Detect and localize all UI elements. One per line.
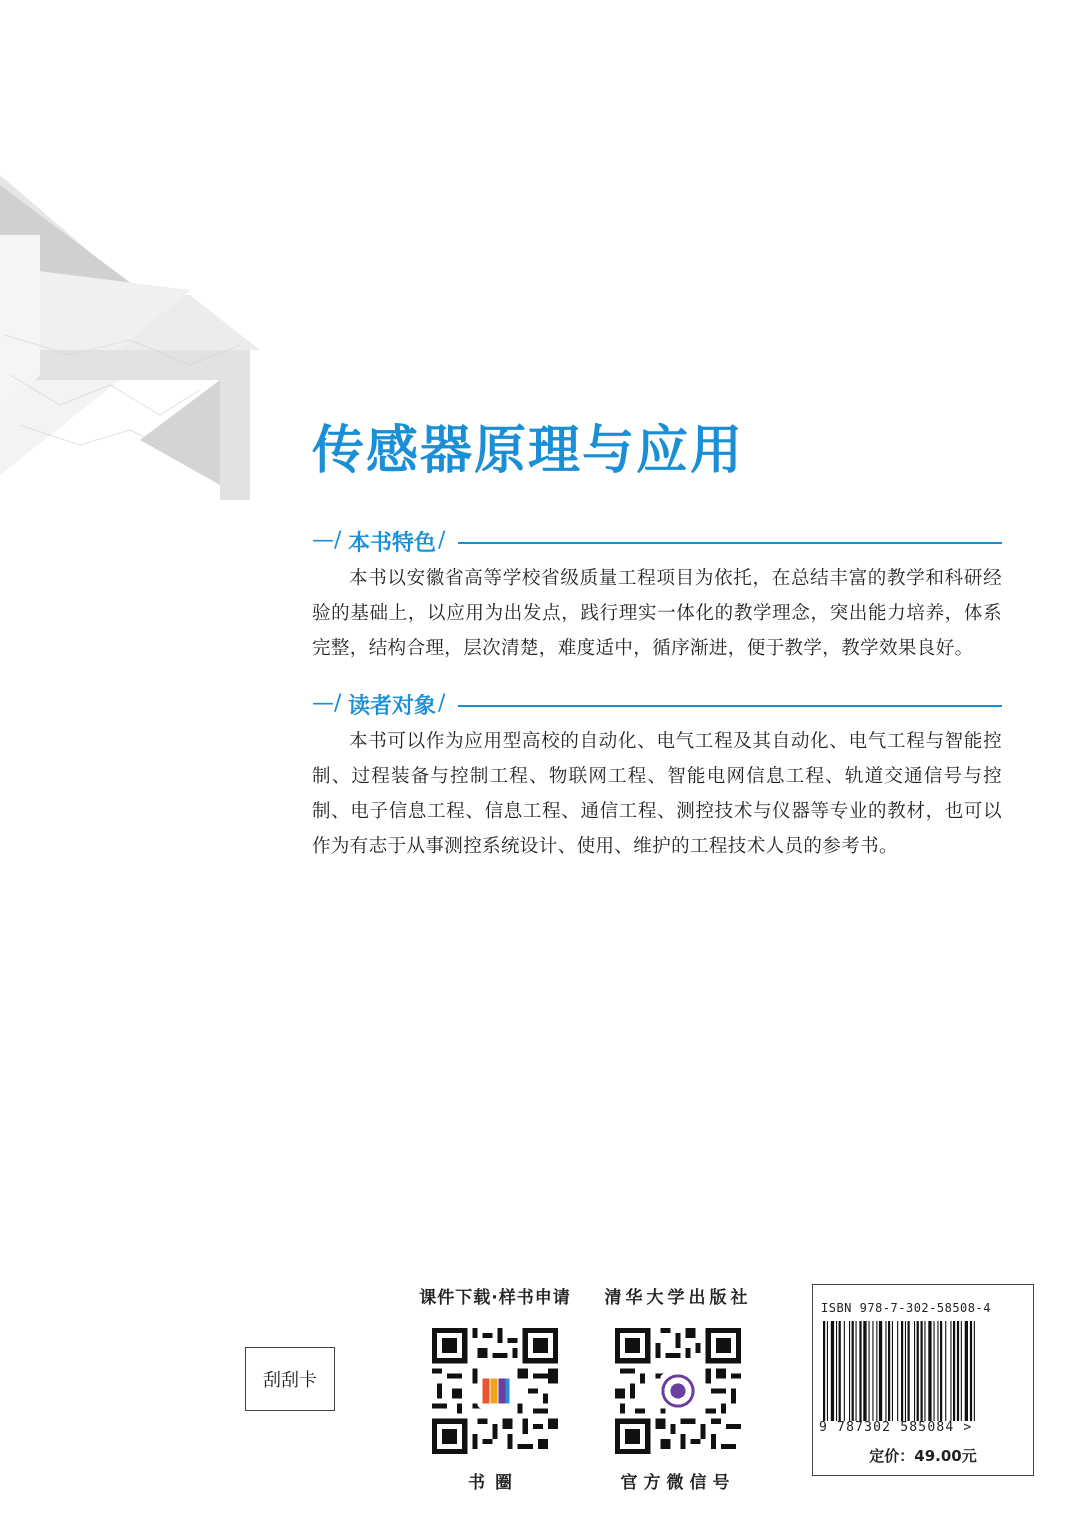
- barcode-bar: [921, 1321, 923, 1421]
- barcode-bar: [905, 1321, 906, 1421]
- barcode-bar: [888, 1321, 890, 1421]
- qr-caption-bottom: 书圈: [468, 1473, 522, 1493]
- barcode-bar: [869, 1321, 870, 1421]
- barcode-bar: [831, 1321, 834, 1421]
- barcode-bar: [953, 1321, 955, 1421]
- barcode-bar: [945, 1321, 946, 1421]
- barcode-bar: [934, 1321, 935, 1421]
- barcode-bar: [970, 1321, 972, 1421]
- barcode-bar: [901, 1321, 903, 1421]
- geometric-decoration: [0, 175, 260, 515]
- barcode-icon: [821, 1321, 1021, 1421]
- features-header: [312, 522, 1002, 562]
- qr-caption-top: 清华大学出版社: [604, 1288, 752, 1308]
- barcode-bar: [872, 1321, 873, 1421]
- qr-caption-top: 课件下载·样书申请: [419, 1288, 571, 1308]
- readers-heading: 读者对象: [348, 694, 437, 719]
- barcode-bar: [859, 1321, 861, 1421]
- barcode-bar: [914, 1321, 915, 1421]
- barcode-bar: [844, 1321, 845, 1421]
- qr-code-icon[interactable]: [615, 1328, 741, 1454]
- barcode-bar: [950, 1321, 951, 1421]
- barcode-bar: [892, 1321, 893, 1421]
- barcode-bar: [957, 1321, 959, 1421]
- divider-line: [458, 542, 1002, 544]
- barcode-bar: [863, 1321, 866, 1421]
- qr-caption-bottom: 官方微信号: [620, 1473, 736, 1493]
- barcode-bar: [908, 1321, 910, 1421]
- features-text: 本书以安徽省高等学校省级质量工程项目为依托，在总结丰富的教学和科研经验的基础上，以应用为出发点，践行理实一体化的教学理念，突出能力培养，体系完整，结构合理，层次清楚，难度适中，循序渐进，便于教学，教学效果良好。: [312, 568, 1002, 659]
- barcode-bar: [823, 1321, 825, 1421]
- qr-code-icon[interactable]: [432, 1328, 558, 1454]
- barcode-bar: [940, 1321, 942, 1421]
- price-label: 定价：49.00元: [869, 1447, 977, 1465]
- barcode-box: [812, 1284, 1034, 1476]
- qr-block-publisher: [593, 1283, 763, 1493]
- barcode-bar: [974, 1321, 975, 1421]
- barcode-bar: [924, 1321, 925, 1421]
- isbn-label: ISBN 978-7-302-58508-4: [821, 1301, 991, 1315]
- slash-left: —/: [312, 528, 342, 553]
- barcode-bar: [917, 1321, 919, 1421]
- barcode-bar: [839, 1321, 841, 1421]
- barcode-bar: [897, 1321, 898, 1421]
- divider-line: [458, 705, 1002, 707]
- slash-right: /: [438, 691, 446, 716]
- barcode-bar: [928, 1321, 931, 1421]
- barcode-bar: [885, 1321, 886, 1421]
- slash-right: /: [438, 528, 446, 553]
- barcode-bar: [856, 1321, 857, 1421]
- barcode-bar: [836, 1321, 837, 1421]
- barcode-bar: [849, 1321, 850, 1421]
- barcode-bar: [852, 1321, 854, 1421]
- readers-header: [312, 685, 1002, 725]
- barcode-bar: [961, 1321, 962, 1421]
- scratch-card: 刮刮卡: [245, 1347, 335, 1411]
- isbn-digits: 9 787302 585084 >: [819, 1420, 973, 1435]
- qr-block-courseware: [410, 1283, 580, 1493]
- book-title: 传感器原理与应用: [312, 421, 745, 481]
- readers-text: 本书可以作为应用型高校的自动化、电气工程及其自动化、电气工程与智能控制、过程装备与控制工程、物联网工程、智能电网信息工程、轨道交通信号与控制、电子信息工程、信息工程、通信工程、测控技术与仪器等专业的教材，也可以作为有志于从事测控系统设计、使用、维护的工程技术人员的参考书。: [312, 731, 1002, 857]
- barcode-bar: [879, 1321, 882, 1421]
- barcode-bar: [937, 1321, 938, 1421]
- slash-left: —/: [312, 691, 342, 716]
- barcode-bar: [965, 1321, 968, 1421]
- barcode-bar: [827, 1321, 828, 1421]
- barcode-bar: [876, 1321, 877, 1421]
- features-heading: 本书特色: [348, 531, 437, 556]
